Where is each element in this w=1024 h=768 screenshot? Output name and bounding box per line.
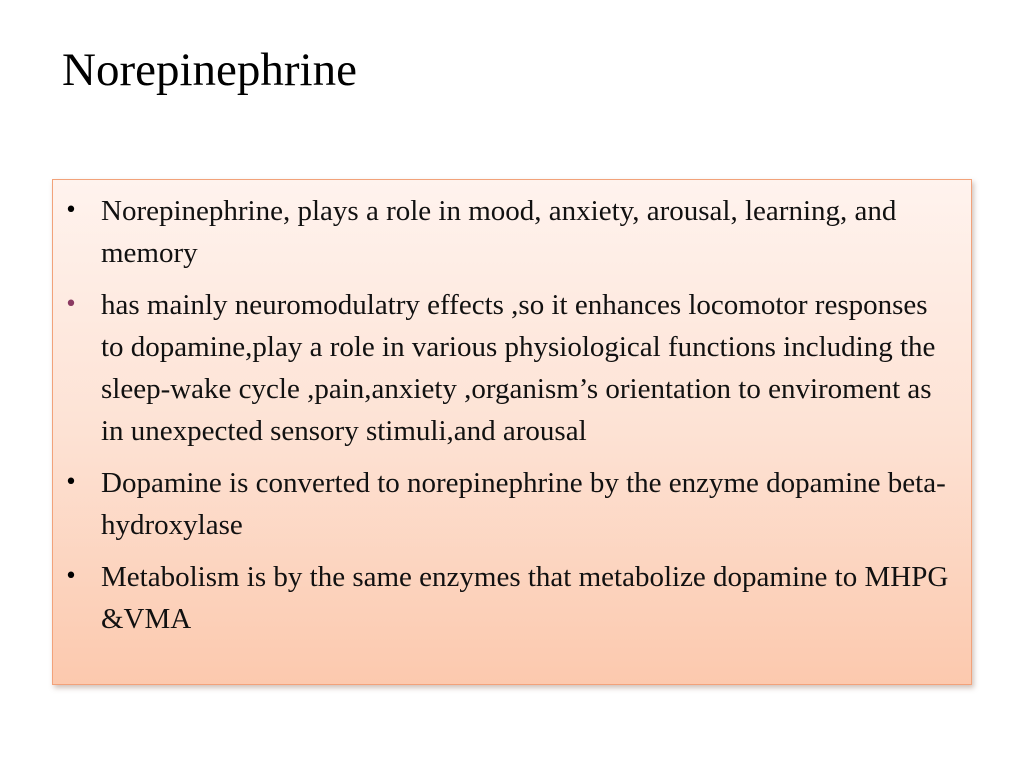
bullet-text: Dopamine is converted to norepinephrine by the enzyme dopamine beta-hydroxylase — [101, 467, 946, 541]
content-box — [52, 179, 972, 685]
bullet-item — [61, 462, 949, 546]
bullet-text: has mainly neuromodulatry effects ,so it enhances locomotor responses to dopamine,play a role in various physiological functions including the sleep-wake cycle ,pain,anxiety ,organism’s orientation to enviroment as in unexpected sensory stimuli,and arousal — [101, 289, 936, 447]
bullet-icon: • — [64, 292, 78, 317]
bullet-icon: • — [64, 198, 78, 223]
bullet-item — [61, 556, 949, 640]
bullet-item — [61, 284, 949, 452]
bullet-icon: • — [64, 470, 78, 495]
slide-title: Norepinephrine — [62, 44, 357, 96]
bullet-list — [61, 190, 949, 640]
bullet-text: Norepinephrine, plays a role in mood, anxiety, arousal, learning, and memory — [101, 195, 897, 269]
bullet-icon: • — [64, 564, 78, 589]
bullet-item — [61, 190, 949, 274]
bullet-text: Metabolism is by the same enzymes that metabolize dopamine to MHPG &VMA — [101, 561, 949, 635]
